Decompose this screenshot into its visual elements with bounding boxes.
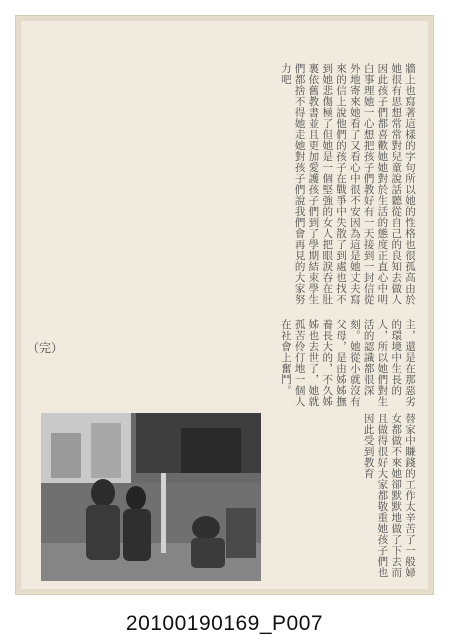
article-text-middle: 主，還是在那惡劣的環境中生長的人，所以她們對生活的認識都很深刻。她從小就沒有父母，是由姊姊撫養長大的，不久姊姊也去世了，她就孤苦伶仃地一個人在社會上奮鬥。: [279, 319, 416, 407]
article-text-top: 牆上也寫著這樣的字句所以她的性格也很孤高由於她很有思想常常對兒童說話聽從自己的良知去做人因此孩子們都喜歡她她對於生活的態度正直心中明白事理她一心想把孩子們教好有一天接到一封信從外地寄來她看了又看心中很不安因為這是她丈夫寫來的信上說他們的孩子在戰爭中失散了到處也找不到她悲傷極了但她是一個堅強的女人把眼淚吞在肚裏依舊教書並且更加愛護孩子們到了學期結束學生們都捨不得她走她對孩子們說我們會再見的大家努力吧: [279, 63, 416, 305]
photo-image: [41, 413, 261, 581]
document-sheet: [15, 15, 434, 595]
film-still-photo: [41, 413, 261, 581]
end-mark: （完）: [27, 341, 64, 355]
article-text-bottom: 替家中賺錢的工作太辛苦了一般婦女都做不來她卻默默地做了下去而且做得很好大家都敬重她孩子們也因此受到教育: [362, 413, 416, 578]
document-page: [21, 21, 428, 589]
archive-id-caption: 20100190169_P007: [125, 612, 324, 635]
